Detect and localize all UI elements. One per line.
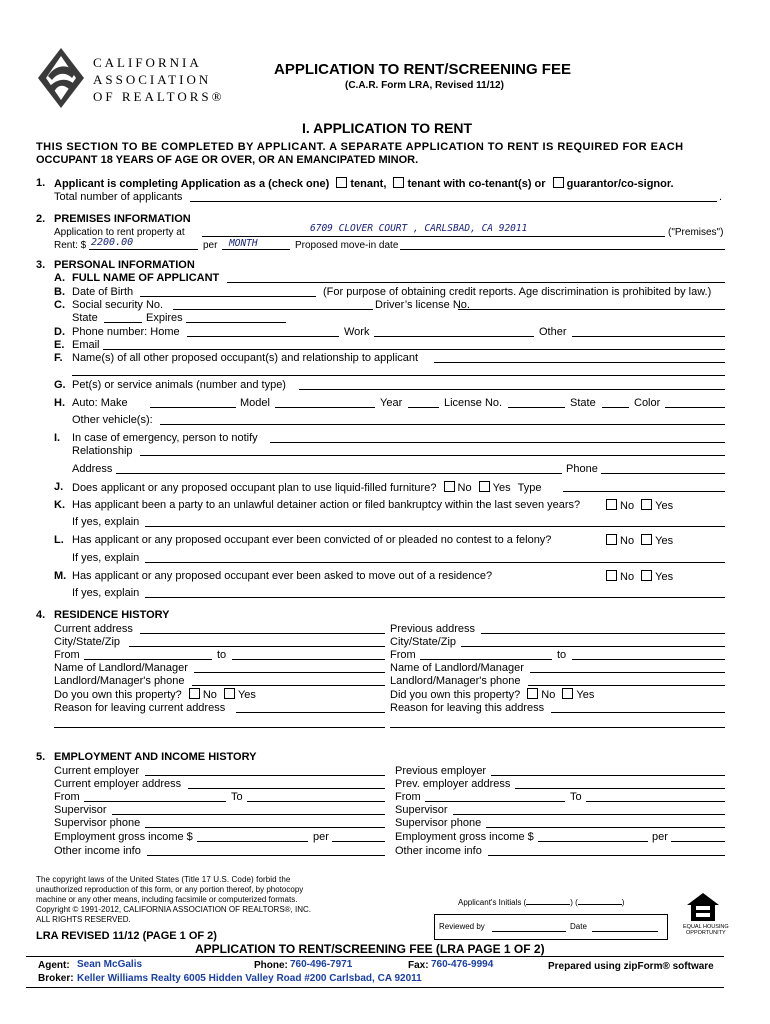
previous-from-label: From [390,649,416,661]
expires-label: Expires [146,312,183,324]
eviction-yes-label: Yes [655,500,674,512]
prev-emp-to-label: To [570,791,582,803]
prepared-label: Prepared using zipForm® software [548,961,714,972]
review-date-label: Date [570,922,587,931]
equal-housing-icon [686,892,720,922]
prev-landlord-label: Name of Landlord/Manager [390,662,524,674]
q3-H-letter: H. [54,397,65,409]
q3-I-letter: I. [54,432,61,444]
phone-label: Phone: [254,960,288,971]
current-to-label: to [217,649,227,661]
emp-to-field[interactable] [247,801,385,802]
occupants-label: Name(s) of all other proposed occupant(s) and relationship to applicant [72,352,419,364]
previous-to-label: to [557,649,567,661]
eviction-explain-label: If yes, explain [72,516,140,528]
per-field[interactable] [222,249,290,250]
auto-state-field[interactable] [602,407,629,408]
dl-field[interactable] [458,309,725,310]
current-from-field[interactable] [84,659,212,660]
relationship-field[interactable] [140,455,725,456]
occupants-field-2[interactable] [72,375,725,376]
broker-info: Keller Williams Realty 6005 Hidden Valley Road #200 Carlsbad, CA 92011 [77,973,422,984]
total-applicants-field[interactable] [190,201,717,202]
eviction-no-checkbox[interactable] [606,499,617,510]
q4-title: RESIDENCE HISTORY [54,609,170,621]
ssn-field[interactable] [173,309,373,310]
initials-field-2[interactable] [578,904,622,905]
fax-label: Fax: [408,960,429,971]
agent-fax: 760-476-9994 [431,959,494,970]
eho-line2: OPPORTUNITY [686,930,726,936]
prev-emp-to-field[interactable] [586,801,725,802]
emergency-address-label: Address [72,463,113,475]
guarantor-label: guarantor/co-signor. [566,178,674,190]
initials-mid: ) ( [570,898,578,907]
copyright-line2: unauthorized reproduction of this form, or any portion thereof, by photocopy [36,885,304,894]
moveout-yes-checkbox[interactable] [641,570,652,581]
prev-emp-from-label: From [395,791,421,803]
full-name-field[interactable] [227,282,725,283]
previous-csz-label: City/State/Zip [390,636,457,648]
q5-title: EMPLOYMENT AND INCOME HISTORY [54,751,257,763]
movein-field[interactable] [400,249,725,250]
pets-field[interactable] [299,389,725,390]
previous-address-label: Previous address [390,623,475,635]
other-phone-label: Other [539,326,567,338]
q3-C-letter: C. [54,299,65,311]
ssn-label: Social security No. [72,299,164,311]
total-applicants-label: Total number of applicants [54,191,183,203]
prev-emp-from-field[interactable] [425,801,565,802]
auto-license-field[interactable] [508,407,565,408]
initials-close: ) [621,898,625,907]
eviction-yes-checkbox[interactable] [641,499,652,510]
q3-number: 3. [36,259,46,271]
income-field[interactable] [197,841,308,842]
prev-supervisor-label: Supervisor [395,804,448,816]
emp-to-label: To [231,791,243,803]
guarantor-checkbox[interactable] [553,177,564,188]
furniture-no-label: No [457,482,472,494]
did-own-yes-checkbox[interactable] [562,688,573,699]
q2-title: PREMISES INFORMATION [54,213,191,225]
felony-explain-field[interactable] [145,562,725,563]
q3-M-letter: M. [54,570,67,582]
reviewed-label: Reviewed by [439,922,485,931]
full-name-label: FULL NAME OF APPLICANT [72,272,220,284]
felony-question: Has applicant or any proposed occupant ever been convicted of or pleaded no contest to a felony? [72,534,552,546]
pets-label: Pet(s) or service animals (number and type) [72,379,286,391]
q3-G-letter: G. [54,379,66,391]
reason-previous-label: Reason for leaving this address [390,702,545,714]
felony-options [602,534,673,547]
reason-previous-field[interactable] [551,712,725,713]
agent-phone: 760-496-7971 [290,959,353,970]
landlord-phone-field[interactable] [192,685,385,686]
own-question: Do you own this property? [54,689,182,701]
reason-current-field-2[interactable] [54,727,385,728]
prev-income-label: Employment gross income $ [395,831,534,843]
dob-note: (For purpose of obtaining credit reports. Age discrimination is prohibited by law.) [323,286,712,298]
movein-label: Proposed move-in date [295,240,399,251]
prev-supervisor-phone-field[interactable] [486,827,725,828]
felony-explain-label: If yes, explain [72,552,140,564]
reason-previous-field-2[interactable] [390,727,725,728]
auto-model-label: Model [240,397,270,409]
furniture-yes-checkbox[interactable] [479,481,490,492]
emp-from-field[interactable] [84,801,226,802]
furniture-row [72,481,542,494]
supervisor-phone-field[interactable] [145,827,385,828]
moveout-yes-label: Yes [655,571,674,583]
furniture-type-label: Type [517,482,542,494]
review-date-field[interactable] [592,931,658,932]
eviction-options [602,499,673,512]
moveout-question: Has applicant or any proposed occupant ever been asked to move out of a residence? [72,570,493,582]
footer-title: APPLICATION TO RENT/SCREENING FEE (LRA PAGE 1 OF 2) [195,942,545,956]
dl-state-field[interactable] [104,322,142,323]
section-title: I. APPLICATION TO RENT [302,120,473,136]
own-yes-checkbox[interactable] [224,688,235,699]
home-phone-field[interactable] [187,336,339,337]
q3-title: PERSONAL INFORMATION [54,259,195,271]
eviction-no-label: No [620,500,635,512]
did-own-row [390,688,594,701]
emergency-phone-label: Phone [566,463,598,475]
moveout-explain-field[interactable] [145,597,725,598]
prev-employer-address-label: Prev. employer address [395,778,511,790]
revised-label: LRA REVISED 11/12 (PAGE 1 OF 2) [36,930,217,942]
org-name-line3: OF REALTORS® [93,89,225,104]
premises-address-value: 6709 CLOVER COURT , CARLSBAD, CA 92011 [310,223,528,234]
prev-income-per-label: per [652,831,668,843]
moveout-no-label: No [620,571,635,583]
felony-yes-checkbox[interactable] [641,534,652,545]
prev-employer-address-field[interactable] [515,788,725,789]
occupants-field[interactable] [434,362,725,363]
q1-number: 1. [36,177,46,189]
auto-model-field[interactable] [275,407,375,408]
prev-supervisor-field[interactable] [453,814,725,815]
q3-D-letter: D. [54,326,65,338]
employer-address-field[interactable] [188,788,385,789]
initials-field-1[interactable] [526,904,570,905]
auto-color-field[interactable] [665,407,725,408]
premises-label: Application to rent property at [54,227,185,238]
auto-year-field[interactable] [408,407,439,408]
q2-number: 2. [36,213,46,225]
current-address-label: Current address [54,623,133,635]
other-income-label: Other income info [54,845,141,857]
previous-to-field[interactable] [572,659,725,660]
furniture-no-checkbox[interactable] [444,481,455,492]
relationship-label: Relationship [72,445,133,457]
premises-suffix: ("Premises") [668,227,724,238]
auto-license-label: License No. [444,397,503,409]
auto-color-label: Color [634,397,661,409]
broker-label: Broker: [38,973,74,984]
work-phone-label: Work [344,326,370,338]
initials-open: Applicant's Initials ( [458,898,527,907]
q5-number: 5. [36,751,46,763]
per-value: MONTH [229,238,258,249]
dob-label: Date of Birth [72,286,134,298]
emergency-field[interactable] [270,442,725,443]
form-title: APPLICATION TO RENT/SCREENING FEE [274,61,571,78]
org-name-line2: ASSOCIATION [93,72,212,87]
current-from-label: From [54,649,80,661]
copyright-line3: machine or any other means, including facsimile or computerized formats. [36,895,298,904]
felony-yes-label: Yes [655,535,674,547]
prev-landlord-phone-label: Landlord/Manager's phone [390,675,521,687]
did-own-no-checkbox[interactable] [527,688,538,699]
copyright-line1: The copyright laws of the United States (Title 17 U.S. Code) forbid the [36,875,291,884]
income-per-field[interactable] [332,841,385,842]
other-vehicles-field[interactable] [160,424,725,425]
prev-other-income-field[interactable] [488,855,725,856]
cotenant-label: tenant with co-tenant(s) or [407,178,546,190]
eho-line1: EQUAL HOUSING [683,924,729,930]
reason-current-label: Reason for leaving current address [54,702,226,714]
current-employer-label: Current employer [54,765,139,777]
furniture-question: Does applicant or any proposed occupant plan to use liquid-filled furniture? [72,482,437,494]
org-name-line1: CALIFORNIA [93,55,202,70]
per-label: per [203,240,218,251]
current-csz-field[interactable] [129,646,385,647]
income-per-label: per [313,831,329,843]
own-yes-label: Yes [237,689,256,701]
eviction-question: Has applicant been a party to an unlawful detainer action or filed bankruptcy within the last seven years? [72,499,581,511]
work-phone-field[interactable] [374,336,534,337]
q1-question: Applicant is completing Application as a (check one) [54,178,330,190]
felony-no-label: No [620,535,635,547]
other-vehicles-label: Other vehicle(s): [72,414,153,426]
own-row [54,688,256,701]
eviction-explain-field[interactable] [145,526,725,527]
prev-income-per-field[interactable] [671,841,725,842]
auto-make-label: Auto: Make [72,397,128,409]
supervisor-phone-label: Supervisor phone [54,817,141,829]
q3-J-letter: J. [54,481,64,493]
auto-year-label: Year [380,397,403,409]
current-address-field[interactable] [140,633,385,634]
previous-employer-label: Previous employer [395,765,487,777]
prev-supervisor-phone-label: Supervisor phone [395,817,482,829]
other-phone-field[interactable] [572,336,725,337]
car-logo-icon [36,46,86,110]
previous-employer-field[interactable] [491,775,725,776]
prev-other-income-label: Other income info [395,845,482,857]
moveout-no-checkbox[interactable] [606,570,617,581]
email-label: Email [72,339,100,351]
dob-field[interactable] [140,296,316,297]
current-employer-field[interactable] [145,775,385,776]
tenant-checkbox[interactable] [336,177,347,188]
home-phone-label: Phone number: Home [72,326,180,338]
premises-address-field[interactable] [202,236,665,237]
emergency-phone-field[interactable] [601,473,725,474]
cotenant-checkbox[interactable] [393,177,404,188]
did-own-yes-label: Yes [576,689,595,701]
q3-B-letter: B. [54,286,65,298]
q3-F-letter: F. [54,352,63,364]
intro-line2: OCCUPANT 18 YEARS OF AGE OR OVER, OR AN EMANCIPATED MINOR. [36,154,419,166]
dl-expires-field[interactable] [186,322,286,323]
q3-A-letter: A. [54,272,65,284]
q3-K-letter: K. [54,499,65,511]
did-own-no-label: No [541,689,556,701]
initials-label [458,898,624,907]
rent-field[interactable] [89,249,198,250]
did-own-question: Did you own this property? [390,689,521,701]
current-to-field[interactable] [232,659,385,660]
felony-no-checkbox[interactable] [606,534,617,545]
rent-label: Rent: $ [54,240,87,251]
auto-make-field[interactable] [150,407,236,408]
prev-income-field[interactable] [538,841,648,842]
landlord-field[interactable] [194,672,385,673]
moveout-explain-label: If yes, explain [72,587,140,599]
supervisor-label: Supervisor [54,804,107,816]
supervisor-field[interactable] [112,814,385,815]
agent-label: Agent: [38,960,70,971]
q3-L-letter: L. [54,534,64,546]
previous-from-field[interactable] [420,659,552,660]
auto-state-label: State [570,397,596,409]
other-income-field[interactable] [147,855,385,856]
landlord-phone-label: Landlord/Manager's phone [54,675,185,687]
furniture-type-field[interactable] [563,491,725,492]
reason-current-field[interactable] [236,712,385,713]
state-label: State [72,312,98,324]
q1-text [54,177,674,190]
furniture-yes-label: Yes [492,482,511,494]
own-no-checkbox[interactable] [189,688,200,699]
agent-name: Sean McGalis [77,959,143,970]
landlord-label: Name of Landlord/Manager [54,662,188,674]
previous-csz-field[interactable] [461,646,725,647]
current-csz-label: City/State/Zip [54,636,121,648]
dl-label: Driver’s license No. [375,299,470,311]
q4-number: 4. [36,609,46,621]
copyright-line4: Copyright © 1991-2012, CALIFORNIA ASSOCIATION OF REALTORS®, INC. [36,905,311,914]
emergency-label: In case of emergency, person to notify [72,432,258,444]
copyright-line5: ALL RIGHTS RESERVED. [36,915,131,924]
moveout-options [602,570,673,583]
employer-address-label: Current employer address [54,778,182,790]
own-no-label: No [202,689,217,701]
emergency-address-field[interactable] [116,473,562,474]
intro-line1: THIS SECTION TO BE COMPLETED BY APPLICANT. A SEPARATE APPLICATION TO RENT IS REQUIRED FOR EACH [36,141,684,153]
form-subtitle: (C.A.R. Form LRA, Revised 11/12) [345,80,504,91]
income-label: Employment gross income $ [54,831,193,843]
previous-address-field[interactable] [481,633,725,634]
emp-from-label: From [54,791,80,803]
tenant-label: tenant, [350,178,387,190]
email-field[interactable] [103,349,725,350]
rent-value: 2200.00 [91,237,134,248]
total-applicants-dot: . [719,191,723,203]
reviewed-field[interactable] [492,931,566,932]
prev-landlord-phone-field[interactable] [528,685,725,686]
q3-E-letter: E. [54,339,65,351]
prev-landlord-field[interactable] [530,672,725,673]
